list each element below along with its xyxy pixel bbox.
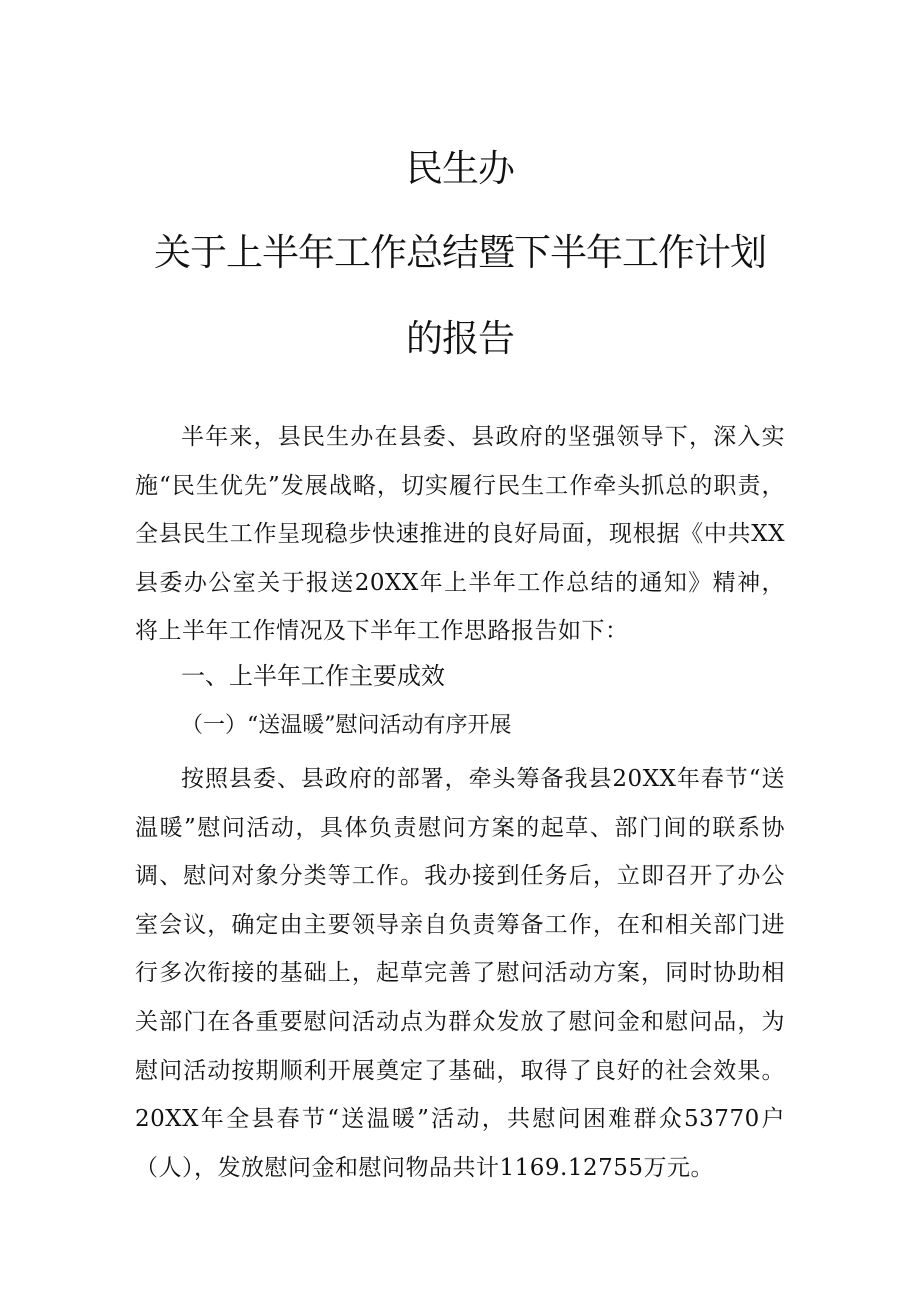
intro-paragraph: 半年来，县民生办在县委、县政府的坚强领导下，深入实施“民生优先”发展战略，切实履行民生工作牵头抓总的职责，全县民生工作呈现稳步快速推进的良好局面，现根据《中共XX县委办公室关于报送20XX年上半年工作总结的通知》精神，将上半年工作情况及下半年工作思路报告如下： — [135, 424, 785, 645]
document-title-line-2: 关于上半年工作总结暨下半年工作计划 — [154, 231, 766, 274]
section-heading: 一、上半年工作主要成效 — [181, 662, 445, 690]
subsection-heading: （一）“送温暖”慰问活动有序开展 — [181, 713, 512, 738]
document-title-line-1: 民生办 — [406, 147, 514, 190]
document-title-line-3: 的报告 — [406, 317, 514, 360]
subsection-paragraph: 按照县委、县政府的部署，牵头筹备我县20XX年春节“送温暖”慰问活动，具体负责慰问方案的起草、部门间的联系协调、慰问对象分类等工作。我办接到任务后，立即召开了办公室会议，确定由主要领导亲自负责筹备工作，在和相关部门进行多次衔接的基础上，起草完善了慰问活动方案，同时协助相关部门在各重要慰问活动点为群众发放了慰问金和慰问品，为慰问活动按期顺利开展奠定了基础，取得了良好的社会效果。20XX年全县春节“送温暖”活动，共慰问困难群众53770户（人），发放慰问金和慰问物品共计1169.12755万元。 — [135, 766, 785, 1181]
